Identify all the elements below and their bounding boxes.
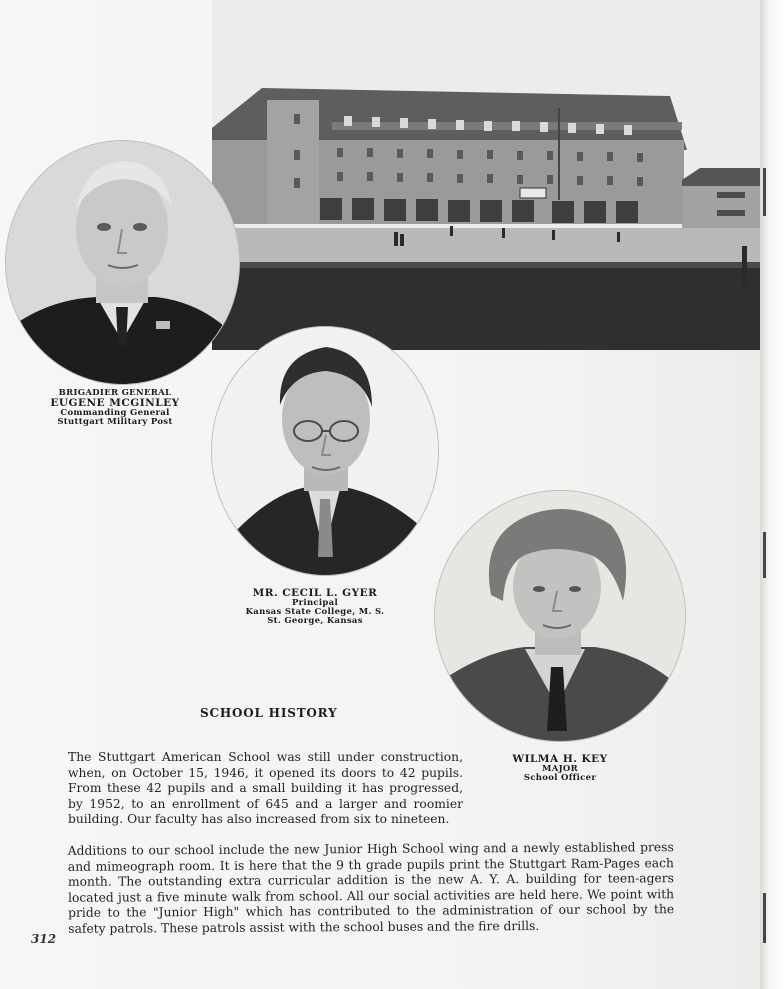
page-number: 312 — [31, 932, 57, 946]
principal-hometown: St. George, Kansas — [267, 615, 363, 626]
general-post: Stuttgart Military Post — [57, 416, 173, 427]
section-heading: SCHOOL HISTORY — [200, 706, 338, 720]
major-caption — [475, 754, 645, 783]
major-portrait — [434, 490, 686, 742]
general-rank: BRIGADIER GENERAL — [58, 388, 172, 398]
page-edge-mark — [763, 893, 766, 943]
principal-title: Principal — [291, 598, 339, 609]
general-name: EUGENE MCGINLEY — [50, 396, 180, 409]
major-name: WILMA H. KEY — [512, 753, 608, 765]
major-rank: MAJOR — [542, 764, 578, 775]
history-paragraph-2: Additions to our school include the new Junior High School wing and a newly established press and mimeograph room. It is here that the 9 th grade pupils print the Stuttgart Ram-Pages each month. The outstanding extra curricular addition is the new A. Y. A. building for teen-agers located just a five minute walk from school. All our social activities are held here. We point with pride to the "Junior High" which has contributed to the administration of our school by the safety patrols. These patrols assist with the school buses and the fire drills. — [67, 840, 675, 936]
page-edge-mark — [763, 168, 766, 216]
general-caption — [40, 389, 190, 427]
history-paragraph-1: The Stuttgart American School was still under construction, when, on October 15, 1946, it opened its doors to 42 pupils. From these 42 pupils and a small building it has progressed, by 1952, to an enrollment of 645 and a larger and roomier building. Our faculty has also increased from six to nineteen. — [68, 750, 463, 827]
principal-college: Kansas State College, M. S. — [245, 606, 385, 617]
major-title: School Officer — [523, 772, 597, 783]
general-portrait — [5, 140, 240, 385]
principal-portrait — [211, 326, 439, 576]
page-edge — [760, 0, 784, 989]
page-edge-mark — [763, 532, 766, 578]
principal-name: MR. CECIL L. GYER — [252, 587, 378, 599]
school-building-photo — [212, 0, 760, 350]
general-title: Commanding General — [60, 407, 170, 418]
principal-caption — [220, 588, 410, 626]
